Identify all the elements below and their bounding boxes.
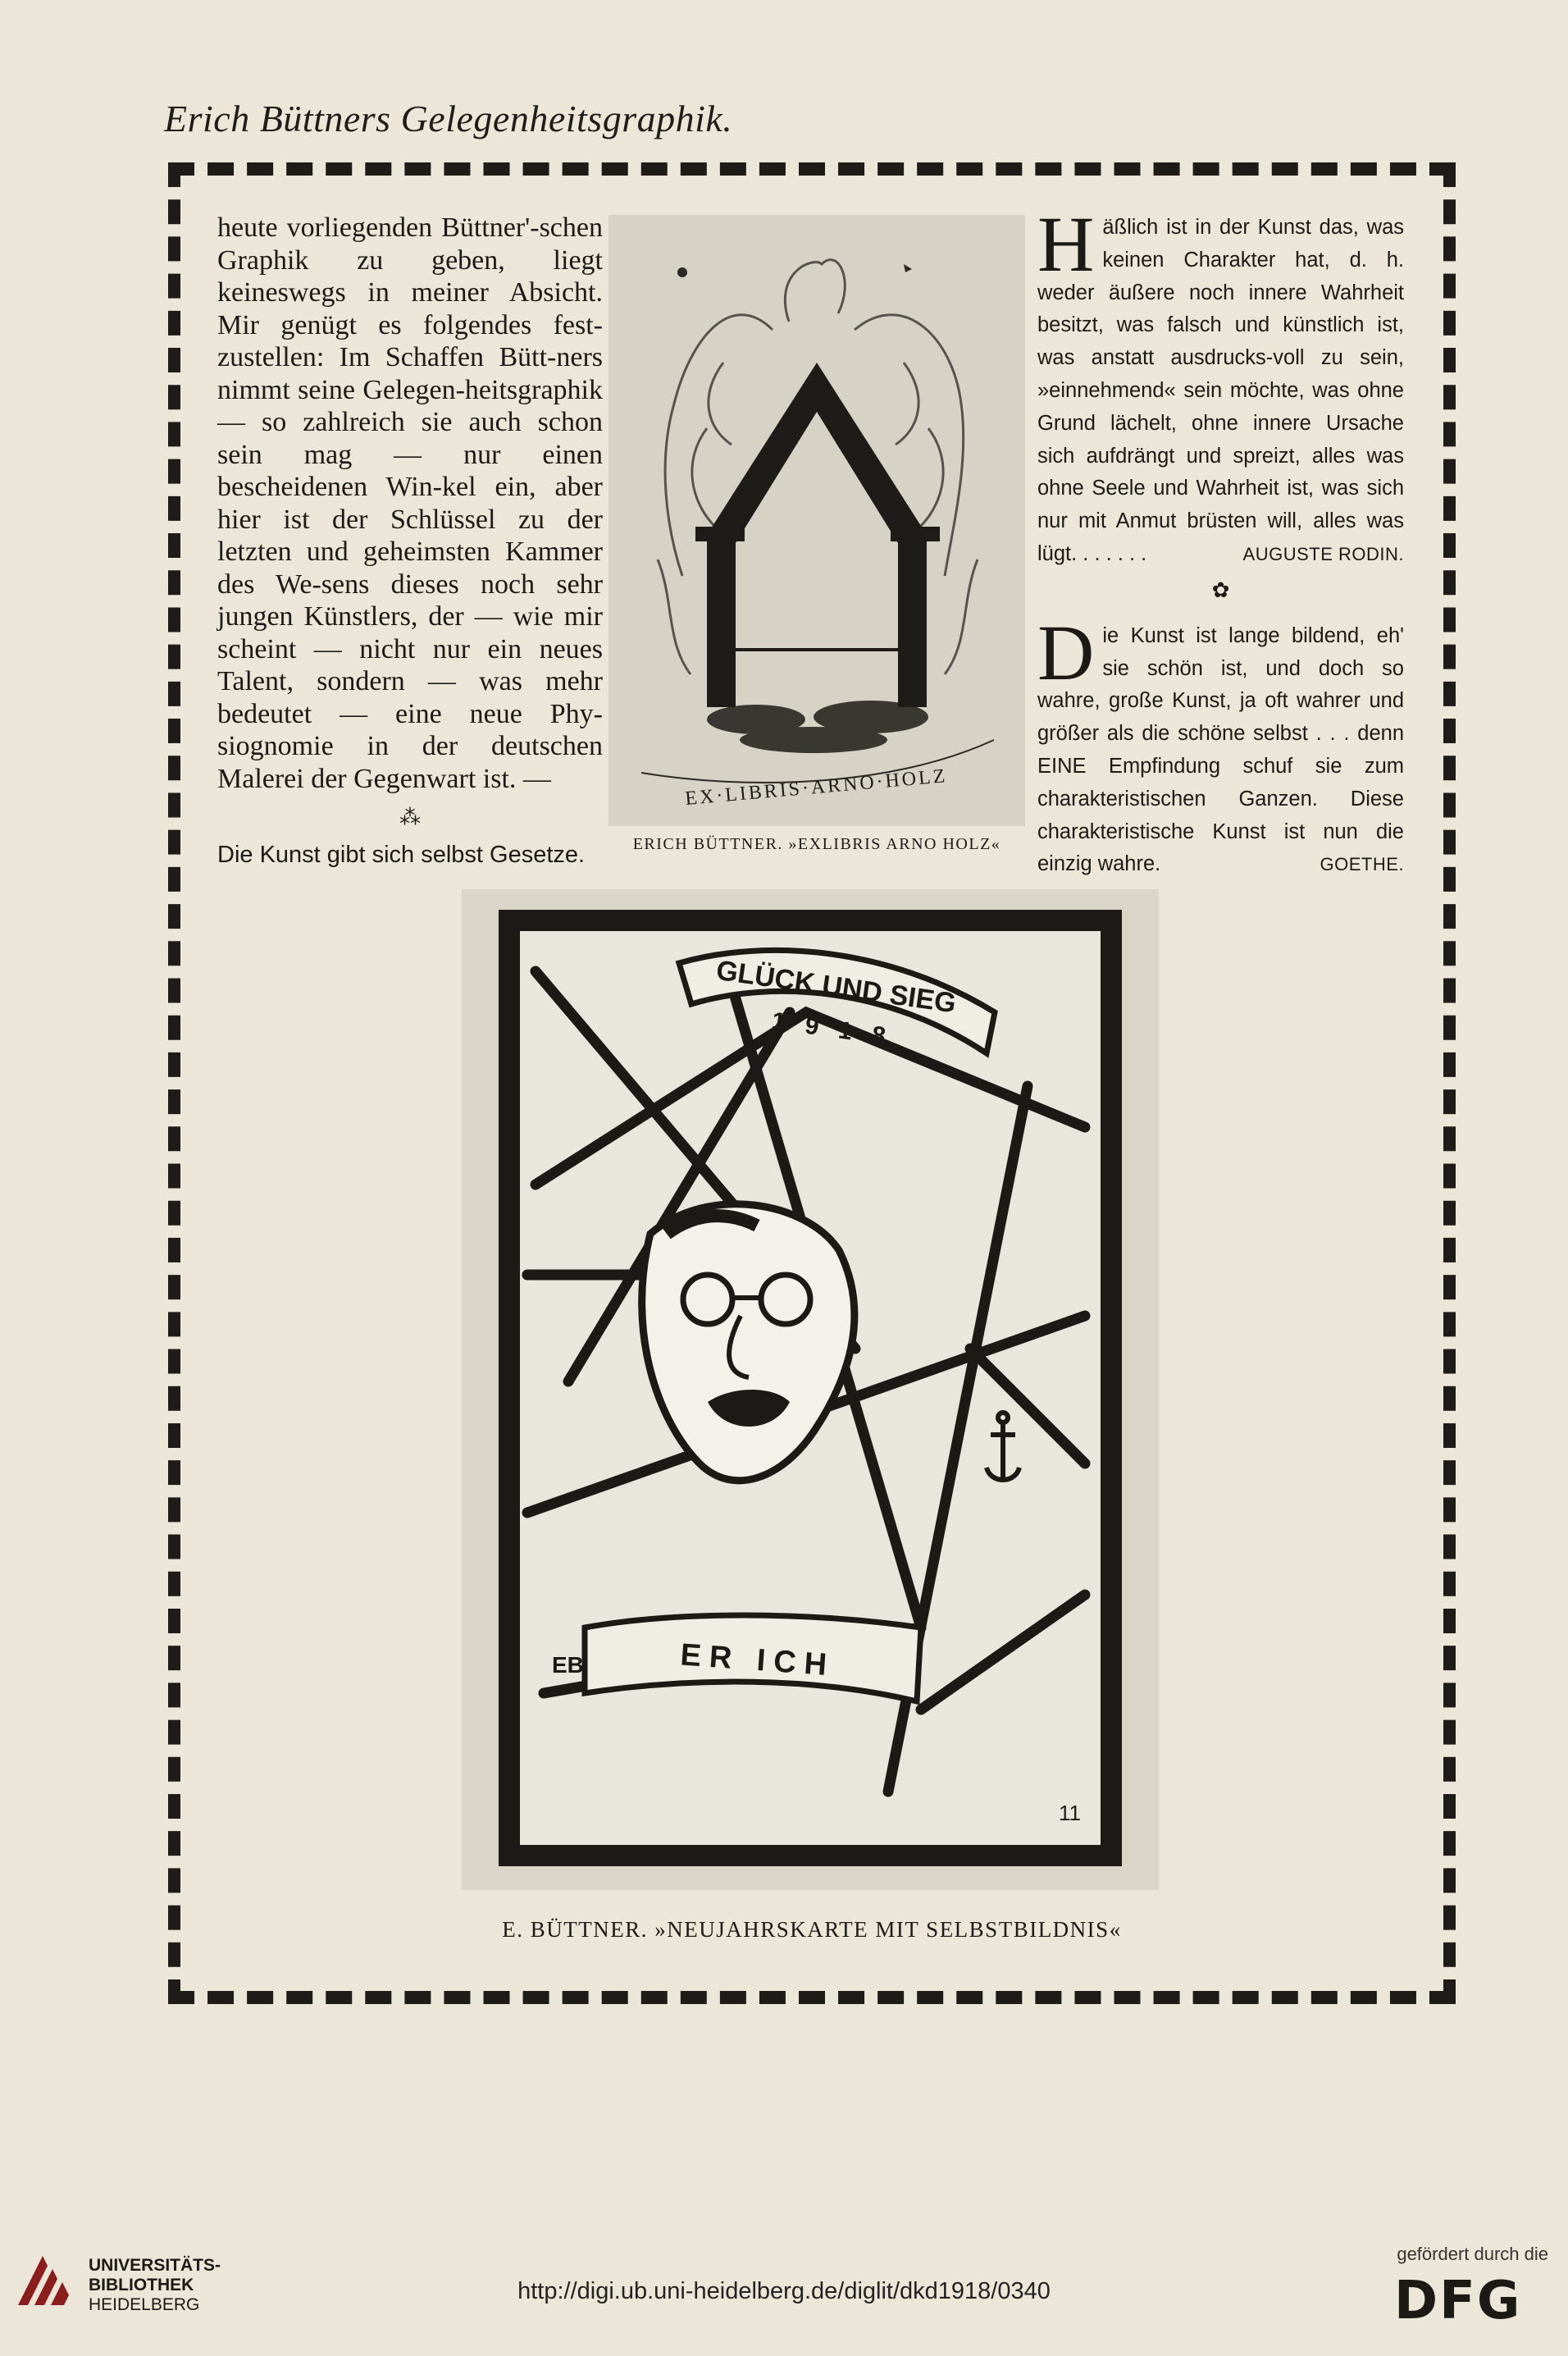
source-url[interactable]: http://digi.ub.uni-heidelberg.de/diglit/dkd1918/0340: [517, 2278, 1051, 2304]
banner-bottom-text: ER ICH: [679, 1637, 836, 1683]
goethe-quote: [1037, 608, 1404, 881]
monogram-text: EB: [552, 1652, 584, 1678]
exlibris-figure: [609, 215, 1025, 826]
ornament: ✿: [1211, 577, 1230, 602]
banner-top-text: GLÜCK UND SIEG: [713, 954, 959, 1020]
left-column-paragraph: heute vorliegenden Büttner'-schen Graphik zu geben, liegt keineswegs in meiner Absicht. Mir genügt es folgendes fest-zustellen: Im Schaffen Bütt-ners nimmt seine Gelegen-heitsgraphik — so zahlreich sie auch schon sein mag — nur einen bescheidenen Win-kel ein, aber hier ist der Schlüssel zu der letzten und geheimsten Kammer des We-sens dieses noch sehr jungen Künstlers, der — wie mir scheint — nicht nur ein neues Talent, sondern — was mehr bedeutet — eine neue Phy-siognomie in der deutschen Malerei der Gegenwart ist. —: [217, 212, 603, 794]
rodin-quote: [1037, 200, 1404, 571]
banner-year-text: 1 9 1 8: [769, 1007, 894, 1052]
plate-number-text: 11: [1059, 1801, 1081, 1825]
dfg-logo-text: DFG: [1394, 2271, 1522, 2326]
exlibris-illustration: [609, 215, 1025, 826]
goethe-dropcap: D: [1037, 608, 1095, 696]
library-name-line1: UNIVERSITÄTS-: [89, 2256, 221, 2275]
running-head: Erich Büttners Gelegenheitsgraphik.: [164, 98, 733, 139]
rodin-dropcap: H: [1037, 200, 1095, 288]
neujahrskarte-caption: E. BÜTTNER. »NEUJAHRSKARTE MIT SELBSTBILDNIS«: [502, 1917, 1122, 1942]
exlibris-inscription: EX·LIBRIS·ARNO·HOLZ: [684, 765, 949, 810]
asterisk-separator: ⁂: [399, 806, 421, 829]
library-name-line3: HEIDELBERG: [89, 2295, 200, 2314]
dfg-logo-icon: [1393, 2271, 1548, 2326]
goethe-quote-text: ie Kunst ist lange bildend, eh' sie schön ist, und doch so wahre, große Kunst, ja oft wahrer und größer als die schöne selbst . . . denn EINE Empfindung schuf sie zum charakteristischen Ganzen. Diese charakteristische Kunst ist nun die einzig wahre.: [1037, 623, 1404, 876]
right-column: [1037, 200, 1404, 881]
neujahrskarte-illustration: [462, 889, 1159, 1890]
rodin-quote-text: äßlich ist in der Kunst das, was keinen Charakter hat, d. h. weder äußere noch innere Wahrheit besitzt, was falsch und künstlich ist, was anstatt ausdrucks-voll zu sein, »einnehmend« sein möchte, was ohne Grund lächelt, ohne innere Ursache sich aufdrängt und spreizt, alles was ohne Seele und Wahrheit ist, was sich nur mit Anmut brüsten will, alles was lügt. . . . . . .: [1037, 216, 1404, 565]
left-column: [217, 212, 603, 871]
motto: Die Kunst gibt sich selbst Gesetze.: [217, 841, 586, 868]
rodin-attribution: AUGUSTE RODIN.: [1242, 543, 1404, 564]
goethe-attribution: GOETHE.: [1320, 854, 1404, 875]
library-name-line2: BIBLIOTHEK: [89, 2276, 194, 2294]
neujahrskarte-figure: [462, 889, 1159, 1890]
funded-by-text: gefördert durch die: [1397, 2244, 1548, 2264]
exlibris-caption: ERICH BÜTTNER. »EXLIBRIS ARNO HOLZ«: [632, 835, 1001, 853]
